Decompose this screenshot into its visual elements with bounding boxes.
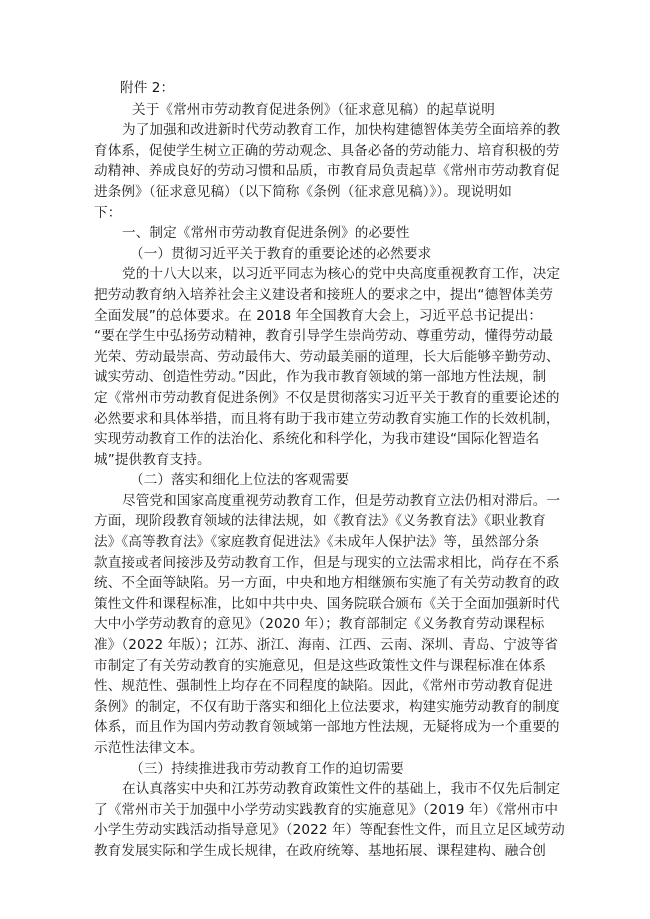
paragraph-line: 性、规范性、强制性上均存在不同程度的缺陷。因此，《常州市劳动教育促进 [94,678,553,695]
paragraph-line: “要在学生中弘扬劳动精神，教育引导学生崇尚劳动、尊重劳动，懂得劳动最 [94,328,554,345]
paragraph-line: 必然要求和具体举措，而且将有助于我市建立劳动教育实施工作的长效机制， [94,410,560,427]
paragraph-line: 定《常州市劳动教育促进条例》不仅是贯彻落实习近平关于教育的重要论述的 [94,389,560,406]
paragraph-line: 示范性法律文本。 [94,740,204,756]
paragraph-line: 下： [94,204,122,221]
paragraph-line: 为了加强和改进新时代劳动教育工作，加快构建德智体美劳全面培养的教 [122,122,561,139]
subsection-heading: （一）贯彻习近平关于教育的重要论述的必然要求 [130,245,432,262]
intro-paragraph [94,120,564,223]
paragraph-line: 教育发展实际和学生成长规律，在政府统筹、基地拓展、课程建构、融合创 [94,842,546,859]
paragraph-line: 尽管党和国家高度重视劳动教育工作，但是劳动教育立法仍相对滞后。一 [122,492,561,509]
subsection-heading: （三）持续推进我市劳动教育工作的迫切需要 [130,760,404,777]
document-title: 关于《常州市劳动教育促进条例》（征求意见稿）的起草说明 [132,101,495,118]
paragraph-line: 准》（2022 年版）；江苏、浙江、海南、江西、云南、深圳、青岛、宁波等省 [94,637,559,654]
paragraph-line: 统、不全面等缺陷。另一方面，中央和地方相继颁布实施了有关劳动教育的政 [94,575,560,592]
subsection-2-paragraph [94,491,564,759]
attachment-label: 附件 2： [120,80,175,96]
paragraph-line: 小学生劳动实践活动指导意见》（2022 年）等配套性文件，而且立足区域劳动 [94,822,565,839]
paragraph-line: 光荣、劳动最崇高、劳动最伟大、劳动最美丽的道理，长大后能够辛勤劳动、 [94,348,560,365]
paragraph-line: 条例》的制定，不仅有助于落实和细化上位法要求，构建实施劳动教育的制度 [94,698,560,715]
paragraph-line: 策性文件和课程标准，比如中共中央、国务院联合颁布《关于全面加强新时代 [94,595,560,612]
paragraph-line: 大中小学劳动教育的意见》（2020 年）；教育部制定《义务教育劳动课程标 [94,616,545,633]
subsection-heading: （二）落实和细化上位法的客观需要 [130,472,350,489]
paragraph-line: 党的十八大以来，以习近平同志为核心的党中央高度重视教育工作，决定 [122,266,561,283]
paragraph-line: 了《常州市关于加强中小学劳动实践教育的实施意见》（2019 年）《常州市中 [94,801,559,818]
paragraph-line: 法》《高等教育法》《家庭教育促进法》《未成年人保护法》等，虽然部分条 [94,534,540,551]
paragraph-line: 把劳动教育纳入培养社会主义建设者和接班人的要求之中，提出“德智体美劳 [94,286,554,303]
paragraph-line: 城”提供教育支持。 [94,451,211,468]
paragraph-line: 体系，而且作为国内劳动教育领域第一部地方性法规，无疑将成为一个重要的 [94,719,560,736]
paragraph-line: 动精神、养成良好的劳动习惯和品质，市教育局负责起草《常州市劳动教育促 [94,163,560,180]
paragraph-line: 款直接或者间接涉及劳动教育工作，但是与现实的立法需求相比，尚存在不系 [94,554,560,571]
subsection-3-paragraph [94,779,564,861]
paragraph-line: 在认真落实中央和江苏劳动教育政策性文件的基础上，我市不仅先后制定 [122,781,561,798]
paragraph-line: 实现劳动教育工作的法治化、系统化和科学化，为我市建设“国际化智造名 [94,431,540,448]
paragraph-line: 全面发展”的总体要求。在 2018 年全国教育大会上，习近平总书记提出： [94,307,543,324]
paragraph-line: 市制定了有关劳动教育的实施意见，但是这些政策性文件与课程标准在体系 [94,657,546,674]
subsection-1-paragraph [94,264,564,470]
section-heading: 一、制定《常州市劳动教育促进条例》的必要性 [122,225,410,242]
paragraph-line: 进条例》（征求意见稿）（以下简称《条例（征求意见稿）》）。现说明如 [94,183,512,200]
paragraph-line: 育体系，促使学生树立正确的劳动观念、具备必备的劳动能力、培育积极的劳 [94,142,560,159]
paragraph-line: 诚实劳动、创造性劳动。”因此，作为我市教育领域的第一部地方性法规，制 [94,369,547,386]
paragraph-line: 方面，现阶段教育领域的法律法规，如《教育法》《义务教育法》《职业教育 [94,513,546,530]
